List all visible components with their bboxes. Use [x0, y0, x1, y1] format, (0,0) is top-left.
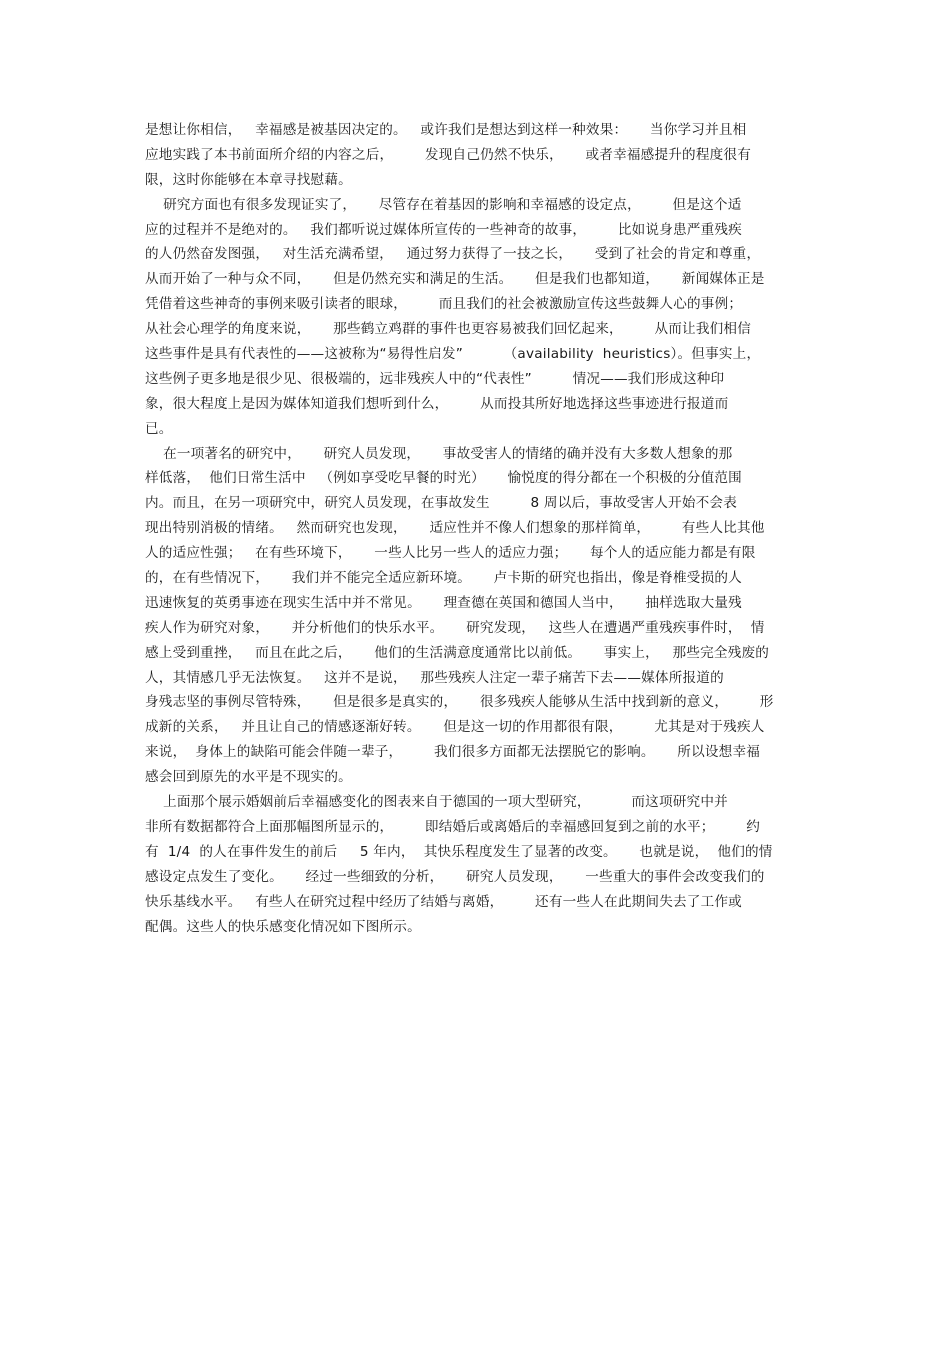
- text-line: 现出特别消极的情绪。 然而研究也发现， 适应性并不像人们想象的那样简单， 有些人比其他: [145, 520, 765, 537]
- text-line: 来说， 身体上的缺陷可能会伴随一辈子， 我们很多方面都无法摆脱它的影响。 所以设想幸福: [145, 744, 761, 761]
- text-line: 内。而且，在另一项研究中，研究人员发现，在事故发生 8 周以后，事故受害人开始不会表: [145, 495, 738, 512]
- text-line: 非所有数据都符合上面那幅图所显示的， 即结婚后或离婚后的幸福感回复到之前的水平； 约: [145, 818, 761, 835]
- text-line: 样低落， 他们日常生活中 （例如享受吃早餐的时光） 愉悦度的得分都在一个积极的分值范围: [145, 470, 742, 487]
- text-line: 在一项著名的研究中， 研究人员发现， 事故受害人的情绪的确并没有大多数人想象的那: [145, 445, 733, 462]
- text-line: 身残志坚的事例尽管特殊， 但是很多是真实的， 很多残疾人能够从生活中找到新的意义， 形: [145, 694, 774, 711]
- text-line: 从而开始了一种与众不同， 但是仍然充实和满足的生活。 但是我们也都知道， 新闻媒体正是: [145, 271, 765, 288]
- text-line: 研究方面也有很多发现证实了， 尽管存在着基因的影响和幸福感的设定点， 但是这个适: [145, 196, 742, 213]
- text-line: 凭借着这些神奇的事例来吸引读者的眼球， 而且我们的社会被激励宣传这些鼓舞人心的事例；: [145, 296, 743, 313]
- text-line: 感上受到重挫， 而且在此之后， 他们的生活满意度通常比以前低。 事实上， 那些完全残废的: [145, 644, 770, 661]
- text-line: 上面那个展示婚姻前后幸福感变化的图表来自于德国的一项大型研究， 而这项研究中并: [145, 794, 728, 811]
- text-line: 的人仍然奋发图强， 对生活充满希望， 通过努力获得了一技之长， 受到了社会的肯定和尊重，: [145, 246, 761, 263]
- text-line: 配偶。这些人的快乐感变化情况如下图所示。: [145, 918, 421, 935]
- text-line: 的，在有些情况下， 我们并不能完全适应新环境。 卢卡斯的研究也指出，像是脊椎受损的人: [145, 570, 742, 587]
- text-line: 感设定点发生了变化。 经过一些细致的分析， 研究人员发现， 一些重大的事件会改变我们的: [145, 868, 765, 885]
- text-line: 限，这时你能够在本章寻找慰藉。: [145, 171, 352, 188]
- body-text: [145, 118, 810, 939]
- text-line: 这些事件是具有代表性的——这被称为“易得性启发” （availability heuristics）。但事实上，: [145, 346, 761, 363]
- text-line: 应地实践了本书前面所介绍的内容之后， 发现自己仍然不快乐， 或者幸福感提升的程度很有: [145, 146, 751, 163]
- text-line: 感会回到原先的水平是不现实的。: [145, 769, 352, 786]
- text-line: 成新的关系， 并且让自己的情感逐渐好转。 但是这一切的作用都很有限， 尤其是对于残疾人: [145, 719, 765, 736]
- text-line: 从社会心理学的角度来说， 那些鹤立鸡群的事件也更容易被我们回忆起来， 从而让我们相信: [145, 321, 751, 338]
- text-line: 象，很大程度上是因为媒体知道我们想听到什么， 从而投其所好地选择这些事迹进行报道而: [145, 395, 729, 412]
- text-line: 已。: [145, 420, 173, 437]
- text-line: 有 1/4 的人在事件发生的前后 5 年内， 其快乐程度发生了显著的改变。 也就是说， 他们的情: [145, 843, 773, 860]
- text-line: 人，其情感几乎无法恢复。 这并不是说， 那些残疾人注定一辈子痛苦下去——媒体所报道的: [145, 669, 724, 686]
- text-line: 是想让你相信， 幸福感是被基因决定的。 或许我们是想达到这样一种效果： 当你学习并且相: [145, 122, 747, 138]
- text-line: 疾人作为研究对象， 并分析他们的快乐水平。 研究发现， 这些人在遭遇严重残疾事件时， 情: [145, 619, 765, 636]
- text-line: 这些例子更多地是很少见、很极端的，远非残疾人中的“代表性” 情况——我们形成这种印: [145, 370, 725, 387]
- text-line: 人的适应性强； 在有些环境下， 一些人比另一些人的适应力强； 每个人的适应能力都是有限: [145, 545, 756, 562]
- text-line: 应的过程并不是绝对的。 我们都听说过媒体所宣传的一些神奇的故事， 比如说身患严重残疾: [145, 221, 742, 238]
- text-line: 快乐基线水平。 有些人在研究过程中经历了结婚与离婚， 还有一些人在此期间失去了工作或: [145, 893, 742, 910]
- text-line: 迅速恢复的英勇事迹在现实生活中并不常见。 理查德在英国和德国人当中， 抽样选取大量残: [145, 594, 742, 611]
